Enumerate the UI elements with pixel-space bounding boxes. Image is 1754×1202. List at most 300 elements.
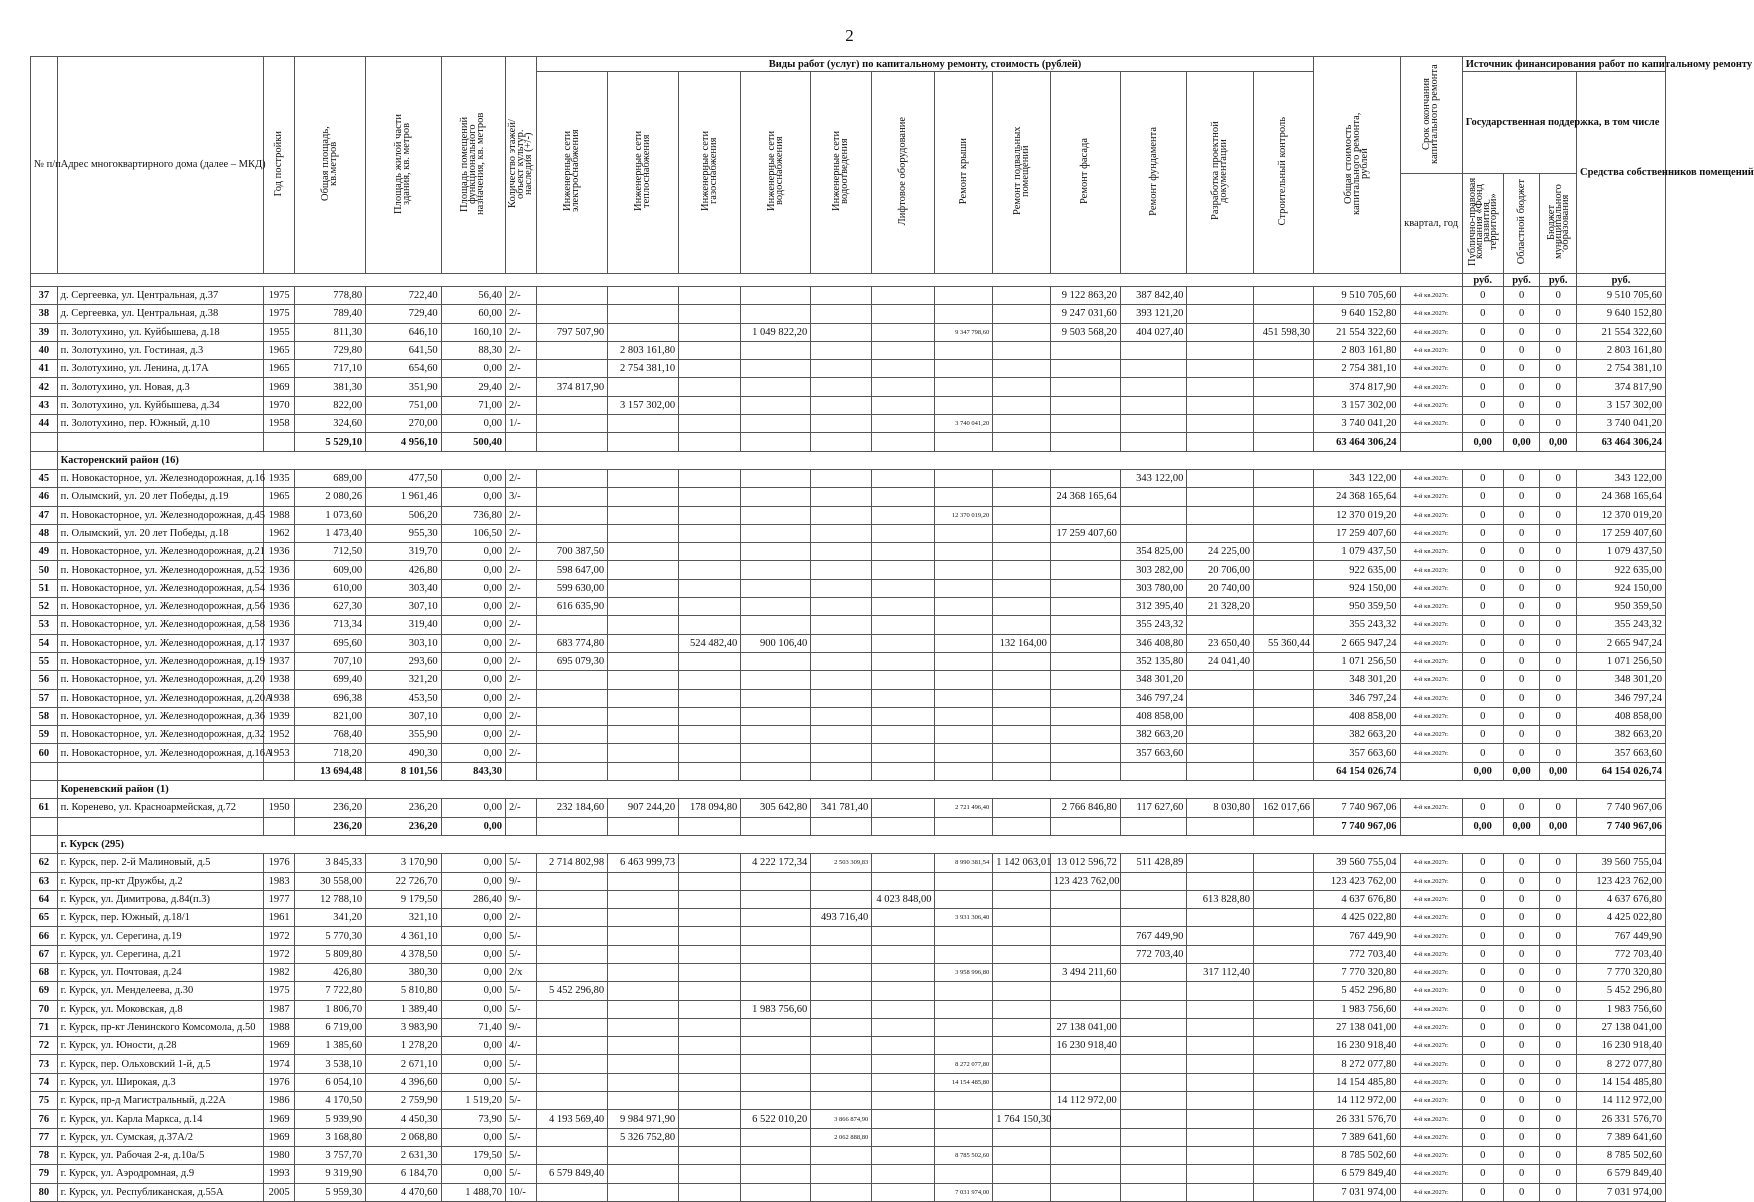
cell-design: 613 828,80 xyxy=(1187,890,1254,908)
cell-el: 4 193 569,40 xyxy=(537,1110,608,1128)
cell-n: 44 xyxy=(31,415,58,433)
cell-term: 4-й кв.2027г. xyxy=(1400,1037,1462,1055)
cell-addr: г. Курск, ул. Юности, д.28 xyxy=(57,1037,263,1055)
cell-water xyxy=(741,744,811,762)
unit-municipal: руб. xyxy=(1540,274,1577,287)
cell-addr: п. Новокасторное, ул. Железнодорожная, д.16А xyxy=(57,744,263,762)
cell-area: 341,20 xyxy=(295,909,366,927)
cell-n: 75 xyxy=(31,1092,58,1110)
cell-gas xyxy=(679,1092,741,1110)
cell-f1: 0 xyxy=(1462,1037,1503,1055)
cell-found xyxy=(1120,433,1187,451)
cell-water xyxy=(741,890,811,908)
cell-n: 57 xyxy=(31,689,58,707)
cell-design xyxy=(1187,1000,1254,1018)
cell-year: 1953 xyxy=(264,744,295,762)
cell-n: 68 xyxy=(31,963,58,981)
cell-area: 5 939,90 xyxy=(295,1110,366,1128)
cell-f3: 0 xyxy=(1540,707,1577,725)
cell-el xyxy=(537,616,608,634)
cell-facade xyxy=(1050,762,1120,780)
cell-area: 713,34 xyxy=(295,616,366,634)
cell-living: 303,10 xyxy=(366,634,441,652)
cell-roof: 8 990 381,54 xyxy=(935,854,993,872)
cell-base xyxy=(993,1073,1051,1091)
cell-living: 380,30 xyxy=(366,963,441,981)
cell-living: 4 956,10 xyxy=(366,433,441,451)
cell-found xyxy=(1120,1165,1187,1183)
cell-living: 2 631,30 xyxy=(366,1146,441,1164)
cell-term: 4-й кв.2027г. xyxy=(1400,1165,1462,1183)
cell-ctrl xyxy=(1254,488,1314,506)
cell-n: 79 xyxy=(31,1165,58,1183)
sources-group-header: Источник финансирования работ по капитальному ремонту xyxy=(1462,57,1665,72)
cell-design xyxy=(1187,982,1254,1000)
cell-found: 352 135,80 xyxy=(1120,652,1187,670)
cell-ctrl xyxy=(1254,890,1314,908)
cell-el xyxy=(537,890,608,908)
cell-living: 4 396,60 xyxy=(366,1073,441,1091)
cell-roof xyxy=(935,945,993,963)
cell-ctrl xyxy=(1254,1110,1314,1128)
cell-addr: п. Новокасторное, ул. Железнодорожная, д.36 xyxy=(57,707,263,725)
cell-area: 3 757,70 xyxy=(295,1146,366,1164)
cell-gas xyxy=(679,524,741,542)
table-row xyxy=(31,305,1666,323)
cell-year: 1980 xyxy=(264,1146,295,1164)
col-num: № п/п xyxy=(31,57,58,274)
cell-facade xyxy=(1050,598,1120,616)
cell-facade xyxy=(1050,982,1120,1000)
cell-gas xyxy=(679,616,741,634)
cell-el xyxy=(537,726,608,744)
cell-total: 39 560 755,04 xyxy=(1313,854,1400,872)
cell-ctrl xyxy=(1254,945,1314,963)
table-row xyxy=(31,323,1666,341)
cell-term: 4-й кв.2027г. xyxy=(1400,1183,1462,1201)
cell-water xyxy=(741,762,811,780)
cell-n: 45 xyxy=(31,469,58,487)
cell-sewer xyxy=(811,1183,872,1201)
cell-base xyxy=(993,909,1051,927)
cell-gas xyxy=(679,543,741,561)
cell-living: 506,20 xyxy=(366,506,441,524)
cell-total: 7 740 967,06 xyxy=(1313,799,1400,817)
cell-design xyxy=(1187,305,1254,323)
cell-term: 4-й кв.2027г. xyxy=(1400,598,1462,616)
cell-addr: г. Курск, пр-кт Ленинского Комсомола, д.50 xyxy=(57,1018,263,1036)
cell-own: 24 368 165,64 xyxy=(1577,488,1666,506)
cell-own: 408 858,00 xyxy=(1577,707,1666,725)
cell-roof: 3 958 996,80 xyxy=(935,963,993,981)
cell-total: 4 425 022,80 xyxy=(1313,909,1400,927)
cell-own: 4 425 022,80 xyxy=(1577,909,1666,927)
cell-total: 26 331 576,70 xyxy=(1313,1110,1400,1128)
cell-nonres: 0,00 xyxy=(441,744,505,762)
col-year: Год постройки xyxy=(264,57,295,274)
cell-base: 132 164,00 xyxy=(993,634,1051,652)
cell-el: 5 452 296,80 xyxy=(537,982,608,1000)
cell-own: 374 817,90 xyxy=(1577,378,1666,396)
cell-living: 646,10 xyxy=(366,323,441,341)
cell-addr: п. Золотухино, ул. Куйбышева, д.18 xyxy=(57,323,263,341)
cell-found: 346 408,80 xyxy=(1120,634,1187,652)
col-work-roof: Ремонт крыши xyxy=(935,72,993,274)
cell-f3: 0 xyxy=(1540,415,1577,433)
cell-area: 822,00 xyxy=(295,396,366,414)
cell-f1: 0,00 xyxy=(1462,817,1503,835)
cell-lift xyxy=(872,415,935,433)
cell-sewer xyxy=(811,616,872,634)
cell-area: 2 080,26 xyxy=(295,488,366,506)
table-row xyxy=(31,909,1666,927)
table-header xyxy=(31,57,1754,287)
cell-f1: 0 xyxy=(1462,1146,1503,1164)
cell-n: 76 xyxy=(31,1110,58,1128)
cell-living: 426,80 xyxy=(366,561,441,579)
cell-nonres: 1 519,20 xyxy=(441,1092,505,1110)
cell-ctrl xyxy=(1254,909,1314,927)
table-row xyxy=(31,598,1666,616)
cell-sewer xyxy=(811,689,872,707)
cell-nonres: 0,00 xyxy=(441,1165,505,1183)
cell-f3: 0 xyxy=(1540,963,1577,981)
cell-addr: г. Курск, пер. Ольховский 1-й, д.5 xyxy=(57,1055,263,1073)
cell-ctrl xyxy=(1254,561,1314,579)
cell-base xyxy=(993,1183,1051,1201)
table-row xyxy=(31,469,1666,487)
table-row xyxy=(31,726,1666,744)
cell-heat: 9 984 971,90 xyxy=(608,1110,679,1128)
table-row xyxy=(31,579,1666,597)
cell-gas xyxy=(679,890,741,908)
cell-facade xyxy=(1050,469,1120,487)
cell-living: 3 983,90 xyxy=(366,1018,441,1036)
cell-f3: 0 xyxy=(1540,396,1577,414)
cell-floors: 2/- xyxy=(506,378,537,396)
cell-facade xyxy=(1050,689,1120,707)
cell-gas xyxy=(679,762,741,780)
cell-floors: 2/- xyxy=(506,616,537,634)
cell-sewer xyxy=(811,927,872,945)
cell-roof xyxy=(935,1000,993,1018)
cell-roof xyxy=(935,872,993,890)
cell-addr: г. Курск, ул. Почтовая, д.24 xyxy=(57,963,263,981)
cell-own: 343 122,00 xyxy=(1577,469,1666,487)
cell-f2: 0 xyxy=(1503,323,1540,341)
cell-own: 767 449,90 xyxy=(1577,927,1666,945)
cell-floors: 5/- xyxy=(506,854,537,872)
cell-term: 4-й кв.2027г. xyxy=(1400,890,1462,908)
cell-addr: г. Курск, пр-кт Дружбы, д.2 xyxy=(57,872,263,890)
cell-n: 64 xyxy=(31,890,58,908)
cell-design xyxy=(1187,707,1254,725)
cell-own: 17 259 407,60 xyxy=(1577,524,1666,542)
table-row xyxy=(31,652,1666,670)
cell-addr xyxy=(57,817,263,835)
cell-water xyxy=(741,689,811,707)
cell-own: 7 740 967,06 xyxy=(1577,817,1666,835)
cell-n: 48 xyxy=(31,524,58,542)
cell-design xyxy=(1187,396,1254,414)
cell-lift xyxy=(872,817,935,835)
cell-heat xyxy=(608,1146,679,1164)
cell-sewer xyxy=(811,762,872,780)
cell-gas xyxy=(679,341,741,359)
cell-design xyxy=(1187,287,1254,305)
cell-gas xyxy=(679,378,741,396)
cell-n: 41 xyxy=(31,360,58,378)
cell-f1: 0 xyxy=(1462,1055,1503,1073)
cell-nonres: 0,00 xyxy=(441,982,505,1000)
cell-f3: 0,00 xyxy=(1540,433,1577,451)
cell-year: 1972 xyxy=(264,945,295,963)
cell-total: 382 663,20 xyxy=(1313,726,1400,744)
cell-gas xyxy=(679,854,741,872)
cell-found xyxy=(1120,982,1187,1000)
cell-sewer xyxy=(811,890,872,908)
cell-ctrl xyxy=(1254,1018,1314,1036)
cell-term: 4-й кв.2027г. xyxy=(1400,854,1462,872)
table-row xyxy=(31,1055,1666,1073)
cell-sewer xyxy=(811,341,872,359)
cell-term: 4-й кв.2027г. xyxy=(1400,671,1462,689)
cell-f1: 0 xyxy=(1462,1092,1503,1110)
cell-sewer xyxy=(811,1000,872,1018)
cell-nonres: 843,30 xyxy=(441,762,505,780)
cell-design xyxy=(1187,1055,1254,1073)
cell-year: 1952 xyxy=(264,726,295,744)
cell-el xyxy=(537,433,608,451)
cell-roof xyxy=(935,616,993,634)
table-row xyxy=(31,1073,1666,1091)
col-work-facade: Ремонт фасада xyxy=(1050,72,1120,274)
cell-year: 1976 xyxy=(264,854,295,872)
cell-gas xyxy=(679,671,741,689)
cell-f1: 0 xyxy=(1462,872,1503,890)
cell-water xyxy=(741,1055,811,1073)
cell-floors: 2/- xyxy=(506,726,537,744)
cell-roof xyxy=(935,305,993,323)
cell-found: 404 027,40 xyxy=(1120,323,1187,341)
cell-lift xyxy=(872,360,935,378)
cell-f3: 0 xyxy=(1540,579,1577,597)
cell-f2: 0 xyxy=(1503,689,1540,707)
cell-living: 729,40 xyxy=(366,305,441,323)
cell-term: 4-й кв.2027г. xyxy=(1400,744,1462,762)
cell-living: 641,50 xyxy=(366,341,441,359)
cell-floors: 2/- xyxy=(506,396,537,414)
cell-living: 751,00 xyxy=(366,396,441,414)
cell-living: 490,30 xyxy=(366,744,441,762)
cell-lift xyxy=(872,799,935,817)
cell-base xyxy=(993,616,1051,634)
cell-total: 348 301,20 xyxy=(1313,671,1400,689)
cell-roof xyxy=(935,469,993,487)
cell-sewer xyxy=(811,634,872,652)
cell-term xyxy=(1400,817,1462,835)
cell-n: 69 xyxy=(31,982,58,1000)
cell-living: 4 470,60 xyxy=(366,1183,441,1201)
cell-gas xyxy=(679,1128,741,1146)
cell-base xyxy=(993,396,1051,414)
cell-f2: 0 xyxy=(1503,1165,1540,1183)
cell-facade xyxy=(1050,1000,1120,1018)
cell-roof xyxy=(935,982,993,1000)
cell-water: 1 983 756,60 xyxy=(741,1000,811,1018)
cell-base xyxy=(993,652,1051,670)
cell-floors: 2/- xyxy=(506,341,537,359)
cell-addr: г. Курск, ул. Республиканская, д.55А xyxy=(57,1183,263,1201)
cell-f3: 0 xyxy=(1540,341,1577,359)
cell-f1: 0 xyxy=(1462,396,1503,414)
cell-base xyxy=(993,707,1051,725)
cell-lift xyxy=(872,323,935,341)
cell-addr: г. Курск, ул. Димитрова, д.84(п.3) xyxy=(57,890,263,908)
cell-lift xyxy=(872,652,935,670)
cell-nonres: 0,00 xyxy=(441,579,505,597)
cell-addr: п. Новокасторное, ул. Железнодорожная, д.20 xyxy=(57,671,263,689)
cell-found: 511 428,89 xyxy=(1120,854,1187,872)
cell-addr: г. Курск, ул. Аэродромная, д.9 xyxy=(57,1165,263,1183)
cell-n: 55 xyxy=(31,652,58,670)
cell-living: 9 179,50 xyxy=(366,890,441,908)
cell-own: 772 703,40 xyxy=(1577,945,1666,963)
cell-f3: 0 xyxy=(1540,945,1577,963)
cell-total: 2 754 381,10 xyxy=(1313,360,1400,378)
cell-sewer xyxy=(811,488,872,506)
cell-found xyxy=(1120,1110,1187,1128)
cell-living: 1 278,20 xyxy=(366,1037,441,1055)
table-row xyxy=(31,982,1666,1000)
cell-f1: 0 xyxy=(1462,689,1503,707)
cell-water: 305 642,80 xyxy=(741,799,811,817)
cell-f3: 0 xyxy=(1540,1128,1577,1146)
cell-year: 1975 xyxy=(264,982,295,1000)
cell-base xyxy=(993,360,1051,378)
cell-area: 5 959,30 xyxy=(295,1183,366,1201)
cell-roof xyxy=(935,378,993,396)
cell-floors: 5/- xyxy=(506,1055,537,1073)
state-support-header: Государственная поддержка, в том числе xyxy=(1462,72,1576,174)
cell-f2: 0 xyxy=(1503,396,1540,414)
cell-base xyxy=(993,1146,1051,1164)
cell-addr: п. Золотухино, ул. Куйбышева, д.34 xyxy=(57,396,263,414)
cell-f3: 0 xyxy=(1540,1000,1577,1018)
cell-el xyxy=(537,1018,608,1036)
col-address: Адрес многоквартирного дома (далее – МКД) xyxy=(57,57,263,274)
cell-f2: 0 xyxy=(1503,1055,1540,1073)
cell-n: 40 xyxy=(31,341,58,359)
cell-floors: 5/- xyxy=(506,1165,537,1183)
cell-roof xyxy=(935,890,993,908)
cell-n: 71 xyxy=(31,1018,58,1036)
cell-floors: 3/- xyxy=(506,488,537,506)
cell-term: 4-й кв.2027г. xyxy=(1400,1018,1462,1036)
cell-term: 4-й кв.2027г. xyxy=(1400,469,1462,487)
cell-year: 1969 xyxy=(264,378,295,396)
cell-el xyxy=(537,1146,608,1164)
cell-own: 8 785 502,60 xyxy=(1577,1146,1666,1164)
cell-heat xyxy=(608,652,679,670)
cell-area: 6 054,10 xyxy=(295,1073,366,1091)
cell-found: 767 449,90 xyxy=(1120,927,1187,945)
cell-nonres: 0,00 xyxy=(441,543,505,561)
cell-sewer xyxy=(811,287,872,305)
cell-facade xyxy=(1050,726,1120,744)
cell-roof xyxy=(935,433,993,451)
cell-found xyxy=(1120,396,1187,414)
table-row xyxy=(31,671,1666,689)
cell-floors: 1/- xyxy=(506,415,537,433)
col-floors: Количество этажей/объект культур. наследия (+/-) xyxy=(506,57,537,274)
cell-nonres: 56,40 xyxy=(441,287,505,305)
cell-base xyxy=(993,1165,1051,1183)
cell-floors: 5/- xyxy=(506,945,537,963)
table-row xyxy=(31,488,1666,506)
cell-addr: п. Новокасторное, ул. Железнодорожная, д.32 xyxy=(57,726,263,744)
col-living-area: Площадь жилой части здания, кв. метров xyxy=(366,57,441,274)
cell-water xyxy=(741,1018,811,1036)
district-header-row xyxy=(31,835,1666,853)
cell-addr: г. Курск, пер. Южный, д.18/1 xyxy=(57,909,263,927)
cell-base xyxy=(993,799,1051,817)
cell-gas xyxy=(679,396,741,414)
cell-area: 689,00 xyxy=(295,469,366,487)
cell-f3: 0 xyxy=(1540,323,1577,341)
cell-f2: 0 xyxy=(1503,579,1540,597)
cell-term xyxy=(1400,762,1462,780)
table-row xyxy=(31,854,1666,872)
cell-f3: 0 xyxy=(1540,598,1577,616)
cell-water xyxy=(741,1037,811,1055)
cell-found xyxy=(1120,506,1187,524)
cell-n: 60 xyxy=(31,744,58,762)
cell-area: 3 168,80 xyxy=(295,1128,366,1146)
cell-facade: 16 230 918,40 xyxy=(1050,1037,1120,1055)
cell-f3: 0 xyxy=(1540,689,1577,707)
cell-ctrl: 55 360,44 xyxy=(1254,634,1314,652)
cell-lift xyxy=(872,707,935,725)
cell-term: 4-й кв.2027г. xyxy=(1400,1128,1462,1146)
cell-term: 4-й кв.2027г. xyxy=(1400,524,1462,542)
cell-own: 3 740 041,20 xyxy=(1577,415,1666,433)
cell-total: 123 423 762,00 xyxy=(1313,872,1400,890)
cell-term: 4-й кв.2027г. xyxy=(1400,506,1462,524)
cell-total: 8 785 502,60 xyxy=(1313,1146,1400,1164)
cell-term: 4-й кв.2027г. xyxy=(1400,341,1462,359)
cell-nonres: 71,40 xyxy=(441,1018,505,1036)
cell-f3: 0 xyxy=(1540,506,1577,524)
cell-living: 1 961,46 xyxy=(366,488,441,506)
cell-sewer xyxy=(811,415,872,433)
cell-addr: п. Золотухино, ул. Гостиная, д.3 xyxy=(57,341,263,359)
cell-floors: 2/- xyxy=(506,305,537,323)
table-row xyxy=(31,890,1666,908)
table-body xyxy=(31,287,1666,1202)
district-cell-blank xyxy=(31,451,58,469)
cell-ctrl xyxy=(1254,433,1314,451)
cell-term: 4-й кв.2027г. xyxy=(1400,652,1462,670)
cell-water xyxy=(741,1073,811,1091)
table-row xyxy=(31,1146,1666,1164)
cell-facade xyxy=(1050,415,1120,433)
cell-year: 1969 xyxy=(264,1128,295,1146)
cell-water xyxy=(741,378,811,396)
cell-term: 4-й кв.2027г. xyxy=(1400,689,1462,707)
cell-own: 950 359,50 xyxy=(1577,598,1666,616)
cell-nonres: 73,90 xyxy=(441,1110,505,1128)
